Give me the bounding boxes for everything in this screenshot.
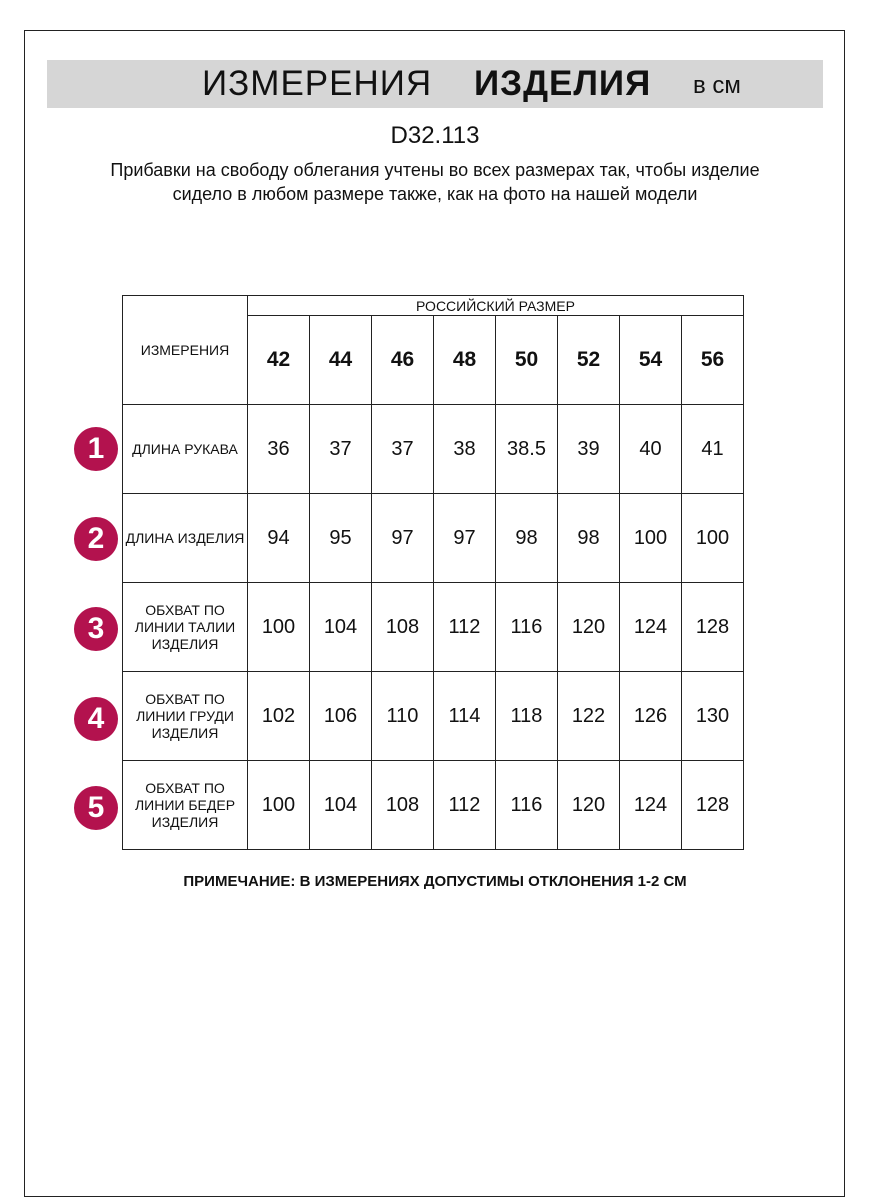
size-header: 48 xyxy=(434,316,496,405)
table-cell: 120 xyxy=(558,761,620,850)
table-cell: 118 xyxy=(496,672,558,761)
table-cell: 124 xyxy=(620,761,682,850)
row-label: ОБХВАТ ПО ЛИНИИ ТАЛИИ ИЗДЕЛИЯ xyxy=(123,583,248,672)
table-cell: 98 xyxy=(558,494,620,583)
table-cell: 128 xyxy=(682,583,744,672)
fit-note: Прибавки на свободу облегания учтены во всех размерах так, чтобы изделие сидело в любом размере также, как на фото на нашей модели xyxy=(110,160,760,204)
table-cell: 104 xyxy=(310,583,372,672)
size-header: 52 xyxy=(558,316,620,405)
size-table xyxy=(122,295,744,850)
table-cell: 94 xyxy=(248,494,310,583)
table-cell: 116 xyxy=(496,583,558,672)
table-cell: 130 xyxy=(682,672,744,761)
table-cell: 104 xyxy=(310,761,372,850)
size-header: 46 xyxy=(372,316,434,405)
table-cell: 100 xyxy=(682,494,744,583)
size-header: 56 xyxy=(682,316,744,405)
table-cell: 36 xyxy=(248,405,310,494)
number-badge: 1 xyxy=(74,427,118,471)
table-cell: 102 xyxy=(248,672,310,761)
table-cell: 112 xyxy=(434,761,496,850)
title-unit: в см xyxy=(693,72,741,99)
table-cell: 108 xyxy=(372,761,434,850)
table-cell: 116 xyxy=(496,761,558,850)
title-banner xyxy=(47,60,823,108)
title-measurements: ИЗМЕРЕНИЯ xyxy=(202,64,433,103)
table-cell: 40 xyxy=(620,405,682,494)
table-cell: 97 xyxy=(434,494,496,583)
number-badge: 5 xyxy=(74,786,118,830)
corner-label: ИЗМЕРЕНИЯ xyxy=(123,296,248,405)
table-cell: 100 xyxy=(248,583,310,672)
table-row xyxy=(123,583,744,672)
number-badge: 2 xyxy=(74,517,118,561)
row-label: ОБХВАТ ПО ЛИНИИ БЕДЕР ИЗДЕЛИЯ xyxy=(123,761,248,850)
row-label: ОБХВАТ ПО ЛИНИИ ГРУДИ ИЗДЕЛИЯ xyxy=(123,672,248,761)
table-cell: 39 xyxy=(558,405,620,494)
table-cell: 108 xyxy=(372,583,434,672)
table-cell: 95 xyxy=(310,494,372,583)
table-cell: 120 xyxy=(558,583,620,672)
table-cell: 124 xyxy=(620,583,682,672)
table-cell: 100 xyxy=(620,494,682,583)
table-row xyxy=(123,405,744,494)
row-label: ДЛИНА ИЗДЕЛИЯ xyxy=(123,494,248,583)
table-cell: 38 xyxy=(434,405,496,494)
number-badge: 3 xyxy=(74,607,118,651)
table-cell: 38.5 xyxy=(496,405,558,494)
table-row xyxy=(123,494,744,583)
table-cell: 37 xyxy=(310,405,372,494)
table-row xyxy=(123,761,744,850)
article-code: D32.113 xyxy=(390,122,480,149)
size-header: 54 xyxy=(620,316,682,405)
number-badge: 4 xyxy=(74,697,118,741)
title-product: ИЗДЕЛИЯ xyxy=(474,64,652,103)
table-cell: 122 xyxy=(558,672,620,761)
table-cell: 41 xyxy=(682,405,744,494)
size-header: 42 xyxy=(248,316,310,405)
table-cell: 126 xyxy=(620,672,682,761)
tolerance-note: ПРИМЕЧАНИЕ: В ИЗМЕРЕНИЯХ ДОПУСТИМЫ ОТКЛОНЕНИЯ 1-2 СМ xyxy=(183,873,687,890)
size-header: 50 xyxy=(496,316,558,405)
table-cell: 106 xyxy=(310,672,372,761)
size-group-header: РОССИЙСКИЙ РАЗМЕР xyxy=(248,296,744,316)
table-cell: 100 xyxy=(248,761,310,850)
table-cell: 97 xyxy=(372,494,434,583)
table-cell: 98 xyxy=(496,494,558,583)
row-label: ДЛИНА РУКАВА xyxy=(123,405,248,494)
table-cell: 110 xyxy=(372,672,434,761)
table-row xyxy=(123,672,744,761)
table-cell: 112 xyxy=(434,583,496,672)
table-cell: 114 xyxy=(434,672,496,761)
table-cell: 128 xyxy=(682,761,744,850)
table-cell: 37 xyxy=(372,405,434,494)
size-header: 44 xyxy=(310,316,372,405)
